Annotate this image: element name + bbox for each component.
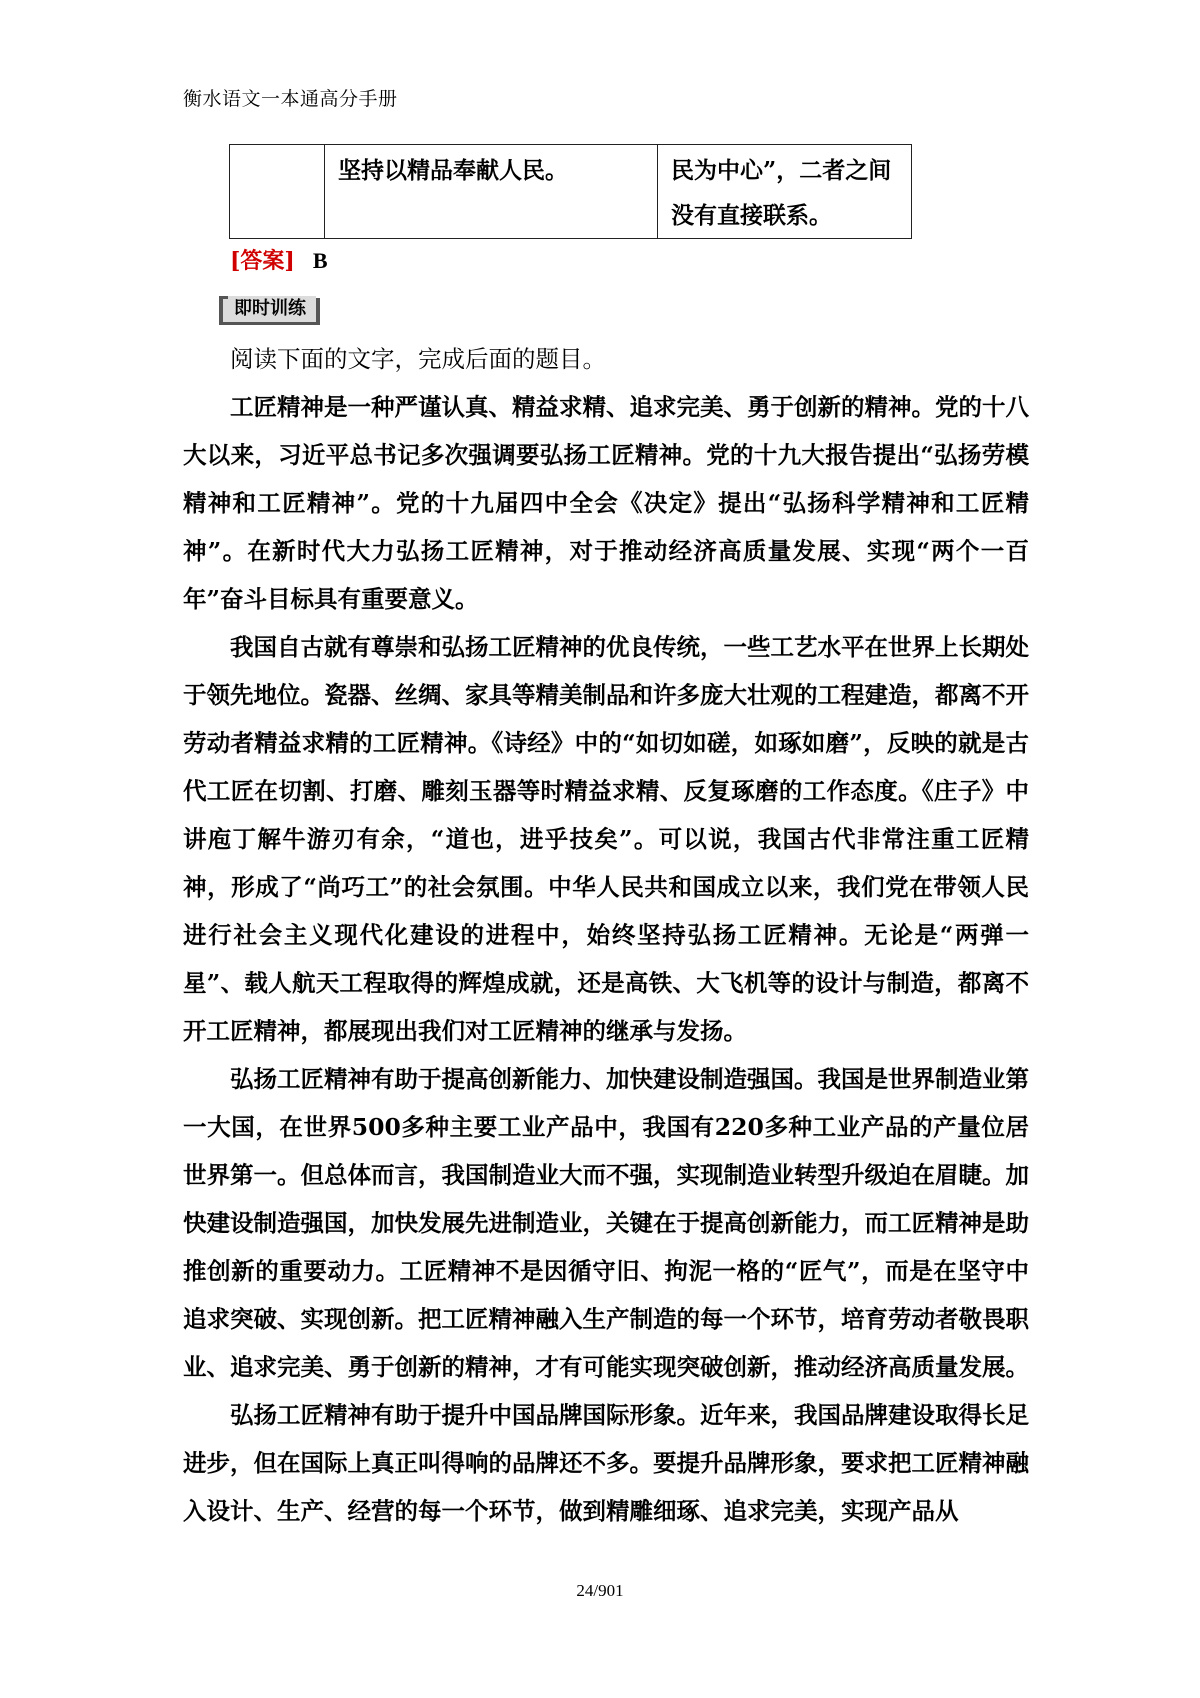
answer-line [230, 244, 328, 275]
page-number: 24/901 [576, 1581, 624, 1600]
table-cell-note: 民为中心”，二者之间没有直接联系。 [658, 145, 912, 239]
table-row [230, 145, 912, 239]
answer-label: [答案] [230, 248, 295, 274]
document-header: 衡水语文一本通高分手册 [183, 88, 398, 110]
paragraph-4: 弘扬工匠精神有助于提升中国品牌国际形象。近年来，我国品牌建设取得长足进步，但在国际上真正叫得响的品牌还不多。要提升品牌形象，要求把工匠精神融入设计、生产、经营的每一个环节，做到精雕细琢、追求完美，实现产品从 [183, 1401, 1029, 1525]
table-cell-text: 坚持以精品奉献人民。 [325, 145, 658, 239]
practice-tag: 即时训练 [219, 296, 316, 325]
answer-value: B [312, 248, 328, 273]
paragraph-1: 工匠精神是一种严谨认真、精益求精、追求完美、勇于创新的精神。党的十八大以来，习近平总书记多次强调要弘扬工匠精神。党的十九大报告提出“弘扬劳模精神和工匠精神”。党的十九届四中全会《决定》提出“弘扬科学精神和工匠精神”。在新时代大力弘扬工匠精神，对于推动经济高质量发展、实现“两个一百年”奋斗目标具有重要意义。 [183, 393, 1029, 613]
continuation-table [229, 144, 912, 239]
paragraph-2: 我国自古就有尊崇和弘扬工匠精神的优良传统，一些工艺水平在世界上长期处于领先地位。瓷器、丝绸、家具等精美制品和许多庞大壮观的工程建造，都离不开劳动者精益求精的工匠精神。《诗经》中的“如切如磋，如琢如磨”，反映的就是古代工匠在切割、打磨、雕刻玉器等时精益求精、反复琢磨的工作态度。《庄子》中讲庖丁解牛游刃有余，“道也，进乎技矣”。可以说，我国古代非常注重工匠精神，形成了“尚巧工”的社会氛围。中华人民共和国成立以来，我们党在带领人民进行社会主义现代化建设的进程中，始终坚持弘扬工匠精神。无论是“两弹一星”、载人航天工程取得的辉煌成就，还是高铁、大飞机等的设计与制造，都离不开工匠精神，都展现出我们对工匠精神的继承与发扬。 [183, 633, 1029, 1045]
article-body [183, 335, 1029, 1535]
table-cell-empty [230, 145, 325, 239]
instruction-text: 阅读下面的文字，完成后面的题目。 [230, 345, 606, 373]
paragraph-3: 弘扬工匠精神有助于提高创新能力、加快建设制造强国。我国是世界制造业第一大国，在世界500多种主要工业产品中，我国有220多种工业产品的产量位居世界第一。但总体而言，我国制造业大而不强，实现制造业转型升级迫在眉睫。加快建设制造强国，加快发展先进制造业，关键在于提高创新能力，而工匠精神是助推创新的重要动力。工匠精神不是因循守旧、拘泥一格的“匠气”，而是在坚守中追求突破、实现创新。把工匠精神融入生产制造的每一个环节，培育劳动者敬畏职业、追求完美、勇于创新的精神，才有可能实现突破创新，推动经济高质量发展。 [183, 1065, 1029, 1381]
